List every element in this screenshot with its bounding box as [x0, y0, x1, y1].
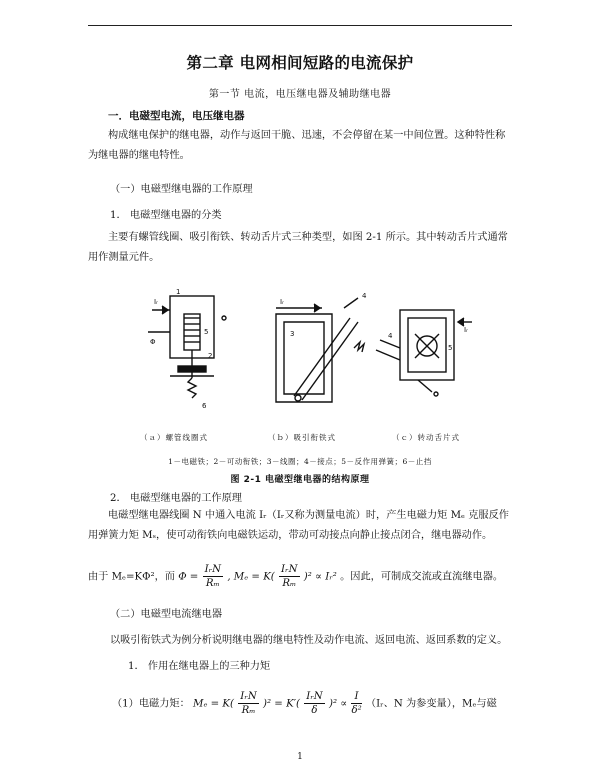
eq2-fraction-1 [238, 690, 258, 717]
label-b-4: 4 [362, 292, 367, 300]
eq2-lhs: Mₑ = K( [193, 698, 235, 710]
item-heading-working-principle: 2． 电磁型继电器的工作原理 [110, 493, 242, 504]
chapter-title: 第二章 电网相间短路的电流保护 [186, 54, 414, 72]
eq2-num-3: I [351, 690, 361, 704]
equation-flux-torque [88, 563, 503, 590]
eq2-den-1: Rₘ [241, 705, 256, 716]
label-c-5: 5 [448, 344, 453, 352]
eq1-tail: )² ∝ Iᵣ² [303, 571, 337, 583]
eq2-prefix: （1）电磁力矩： [112, 698, 190, 710]
figure-title: 图 2-1 电磁型继电器的结构原理 [230, 475, 370, 485]
label-a-6: 6 [202, 402, 207, 410]
eq2-num-1: IᵣN [240, 691, 257, 702]
label-a-1: 1 [176, 288, 181, 296]
paragraph-working-principle: 电磁型继电器线圈 N 中通入电流 Iᵣ（Iᵣ又称为测量电流）时，产生电磁力矩 Mₑ 克服反作用弹簧力矩 Mₛ，使可动衔铁向电磁铁运动，带动可动接点向静止接点闭合，继电器动作。 [88, 510, 509, 541]
paragraph-relay-characteristic: 构成继电保护的继电器，动作与返回干脆、迅速，不会停留在某一中间位置。这种特性称为继电器的继电特性。 [88, 130, 506, 161]
paragraph-current-relay: 以吸引衔铁式为例分析说明继电器的继电特性及动作电流、返回电流、返回系数的定义。 [110, 635, 508, 646]
diagram-c-vane [376, 310, 472, 396]
section-heading-1: 一．电磁型电流，电压继电器 [108, 110, 245, 122]
eq2-fraction-3 [351, 690, 361, 717]
eq2-mid: )² = K′( [263, 698, 300, 710]
eq1-fraction-1 [203, 563, 223, 590]
item-heading-classification: 1． 电磁型继电器的分类 [110, 210, 222, 221]
label-a-current: Iᵣ [154, 298, 158, 306]
eq2-fraction-2 [304, 690, 324, 717]
eq2-den-3: δ² [351, 705, 362, 716]
paragraph-classification: 主要有螺管线圈、吸引衔铁、转动舌片式三种类型，如图 2-1 所示。其中转动舌片式通常用作测量元件。 [88, 232, 508, 263]
eq1-num-1: IᵣN [204, 564, 222, 575]
figure-2-1 [118, 288, 488, 430]
subsection-heading-current-relay: （二）电磁型电流继电器 [110, 609, 223, 620]
label-c-4: 4 [388, 332, 393, 340]
header-rule [88, 25, 512, 26]
eq2-num-2: IᵣN [306, 691, 323, 702]
figure-caption-c: （ｃ）转动舌片式 [392, 433, 460, 442]
eq1-mid: , Mₑ = K( [227, 571, 275, 583]
label-a-2: 2 [208, 352, 213, 360]
eq1-den-2: Rₘ [282, 578, 297, 589]
figure-legend: 1－电磁铁；2－可动衔铁；3－线圈；4－接点；5－反作用弹簧；6－止挡 [168, 457, 432, 466]
section-subtitle: 第一节 电流，电压继电器及辅助继电器 [208, 89, 392, 100]
label-b-current: Iᵣ [280, 298, 284, 306]
eq1-den-1: Rₘ [205, 578, 220, 589]
label-a-5: 5 [204, 328, 209, 336]
label-a-flux: Φ [150, 338, 156, 346]
figure-caption-b: （ｂ）吸引衔铁式 [268, 433, 336, 442]
eq1-prefix: 由于 Mₑ=KΦ²，而 [88, 571, 175, 583]
diagram-a-solenoid [148, 296, 226, 398]
eq1-fraction-2 [279, 563, 299, 590]
item-heading-torques: 1． 作用在继电器上的三种力矩 [128, 661, 271, 672]
equation-electromagnetic-torque [112, 690, 497, 717]
eq2-tail: )² ∝ [328, 698, 348, 710]
label-c-current: Iᵣ [464, 326, 468, 334]
figure-caption-a: （ａ）螺管线圈式 [140, 433, 208, 442]
relay-structure-diagram [118, 288, 488, 430]
label-b-3: 3 [290, 330, 295, 338]
diagram-b-armature [276, 298, 364, 402]
eq1-num-2: IᵣN [281, 564, 298, 575]
eq2-den-2: δ [311, 705, 318, 716]
eq1-suffix: 。因此，可制成交流或直流继电器。 [340, 571, 504, 583]
eq2-suffix: （Iᵣ、N 为参变量），Mₑ与磁 [365, 698, 497, 710]
page-number: 1 [297, 752, 303, 762]
subsection-heading-principle: （一）电磁型继电器的工作原理 [110, 184, 253, 195]
eq1-phi: Φ = [178, 571, 199, 583]
